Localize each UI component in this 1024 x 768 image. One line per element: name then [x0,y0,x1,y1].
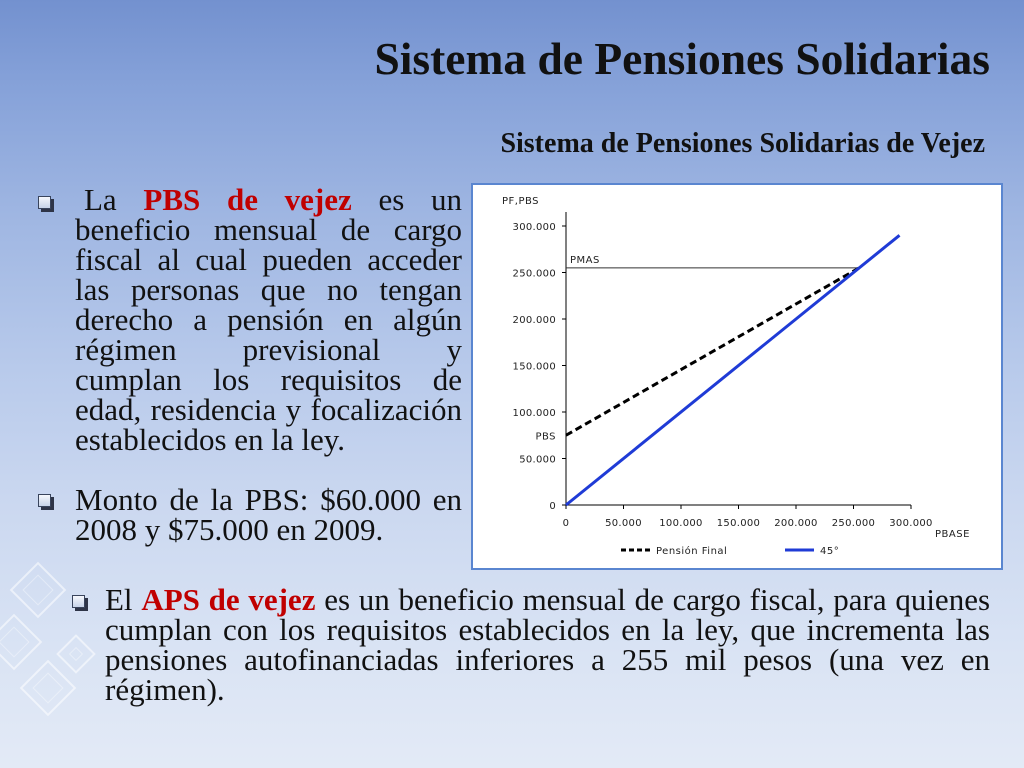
text-line: edad, residencia y focalización [75,392,462,427]
aps-lead-text: El [105,582,133,617]
text-line: fiscal al cual pueden acceder [75,242,462,277]
text-line: 2008 y $75.000 en 2009. [75,512,384,547]
x-tick-label: 50.000 [605,518,642,529]
text-line: régimen). [105,672,225,707]
pbs-label: PBS [535,431,556,443]
legend-label: Pensión Final [656,546,728,557]
pbs-amount-text [75,482,462,547]
bullet-icon [72,595,85,608]
series-line-1 [566,268,859,435]
decorative-diamond [56,634,96,674]
aps-trail-text: es un beneficio mensual de cargo fiscal, para quienes [324,582,991,617]
chart-panel [471,183,1003,570]
y-tick-label: 100.000 [512,408,556,419]
series-line-2 [566,235,900,505]
text-line [105,582,991,617]
pbs-highlight: PBS de vejez [143,182,352,217]
x-tick-label: 200.000 [774,518,818,529]
y-tick-label: 50.000 [519,454,556,466]
pbs-trail-text: es un [378,182,462,217]
aps-highlight: APS de vejez [141,582,316,617]
y-axis-label: PF,PBS [502,196,540,207]
text-line: régimen previsional y [75,332,462,367]
pmas-label: PMAS [570,254,600,266]
text-line: cumplan los requisitos de [75,362,462,397]
y-tick-label: 0 [549,501,556,512]
x-tick-label: 250.000 [831,518,876,529]
y-tick-label: 300.000 [512,222,556,233]
x-tick-label: 0 [562,518,570,529]
x-tick-label: 150.000 [716,518,761,529]
slide-title: Sistema de Pensiones Solidarias [374,33,990,84]
pbs-bullet-text [75,182,462,457]
text-line: cumplan con los requisitos establecidos en la ley, que incrementa las [105,612,990,647]
pension-chart [473,185,1001,568]
y-tick-label: 150.000 [512,361,556,373]
bullet-icon [38,196,51,209]
y-tick-label: 250.000 [512,268,556,280]
text-line: las personas que no tengan [75,272,462,307]
text-line: derecho a pensión en algún [75,302,462,337]
decorative-diamond [0,614,42,671]
pbs-lead-text: La [84,182,117,217]
text-line: Monto de la PBS: $60.000 en [75,482,462,517]
aps-bullet-text [105,582,991,707]
text-line: pensiones autofinanciadas inferiores a 255 mil pesos (una vez en [105,642,990,677]
x-tick-label: 100.000 [659,518,703,529]
text-line: beneficio mensual de cargo [75,212,462,247]
text-line: establecidos en la ley. [75,422,345,457]
y-tick-label: 200.000 [512,315,556,326]
legend-label: 45° [820,546,840,557]
x-tick-label: 300.000 [889,518,933,529]
chart-title: Sistema de Pensiones Solidarias de Vejez [500,128,985,159]
x-axis-label: PBASE [935,529,970,540]
text-line [75,182,462,217]
decorative-diamond [20,660,77,717]
bullet-icon [38,494,51,507]
decorative-diamond [10,562,67,619]
